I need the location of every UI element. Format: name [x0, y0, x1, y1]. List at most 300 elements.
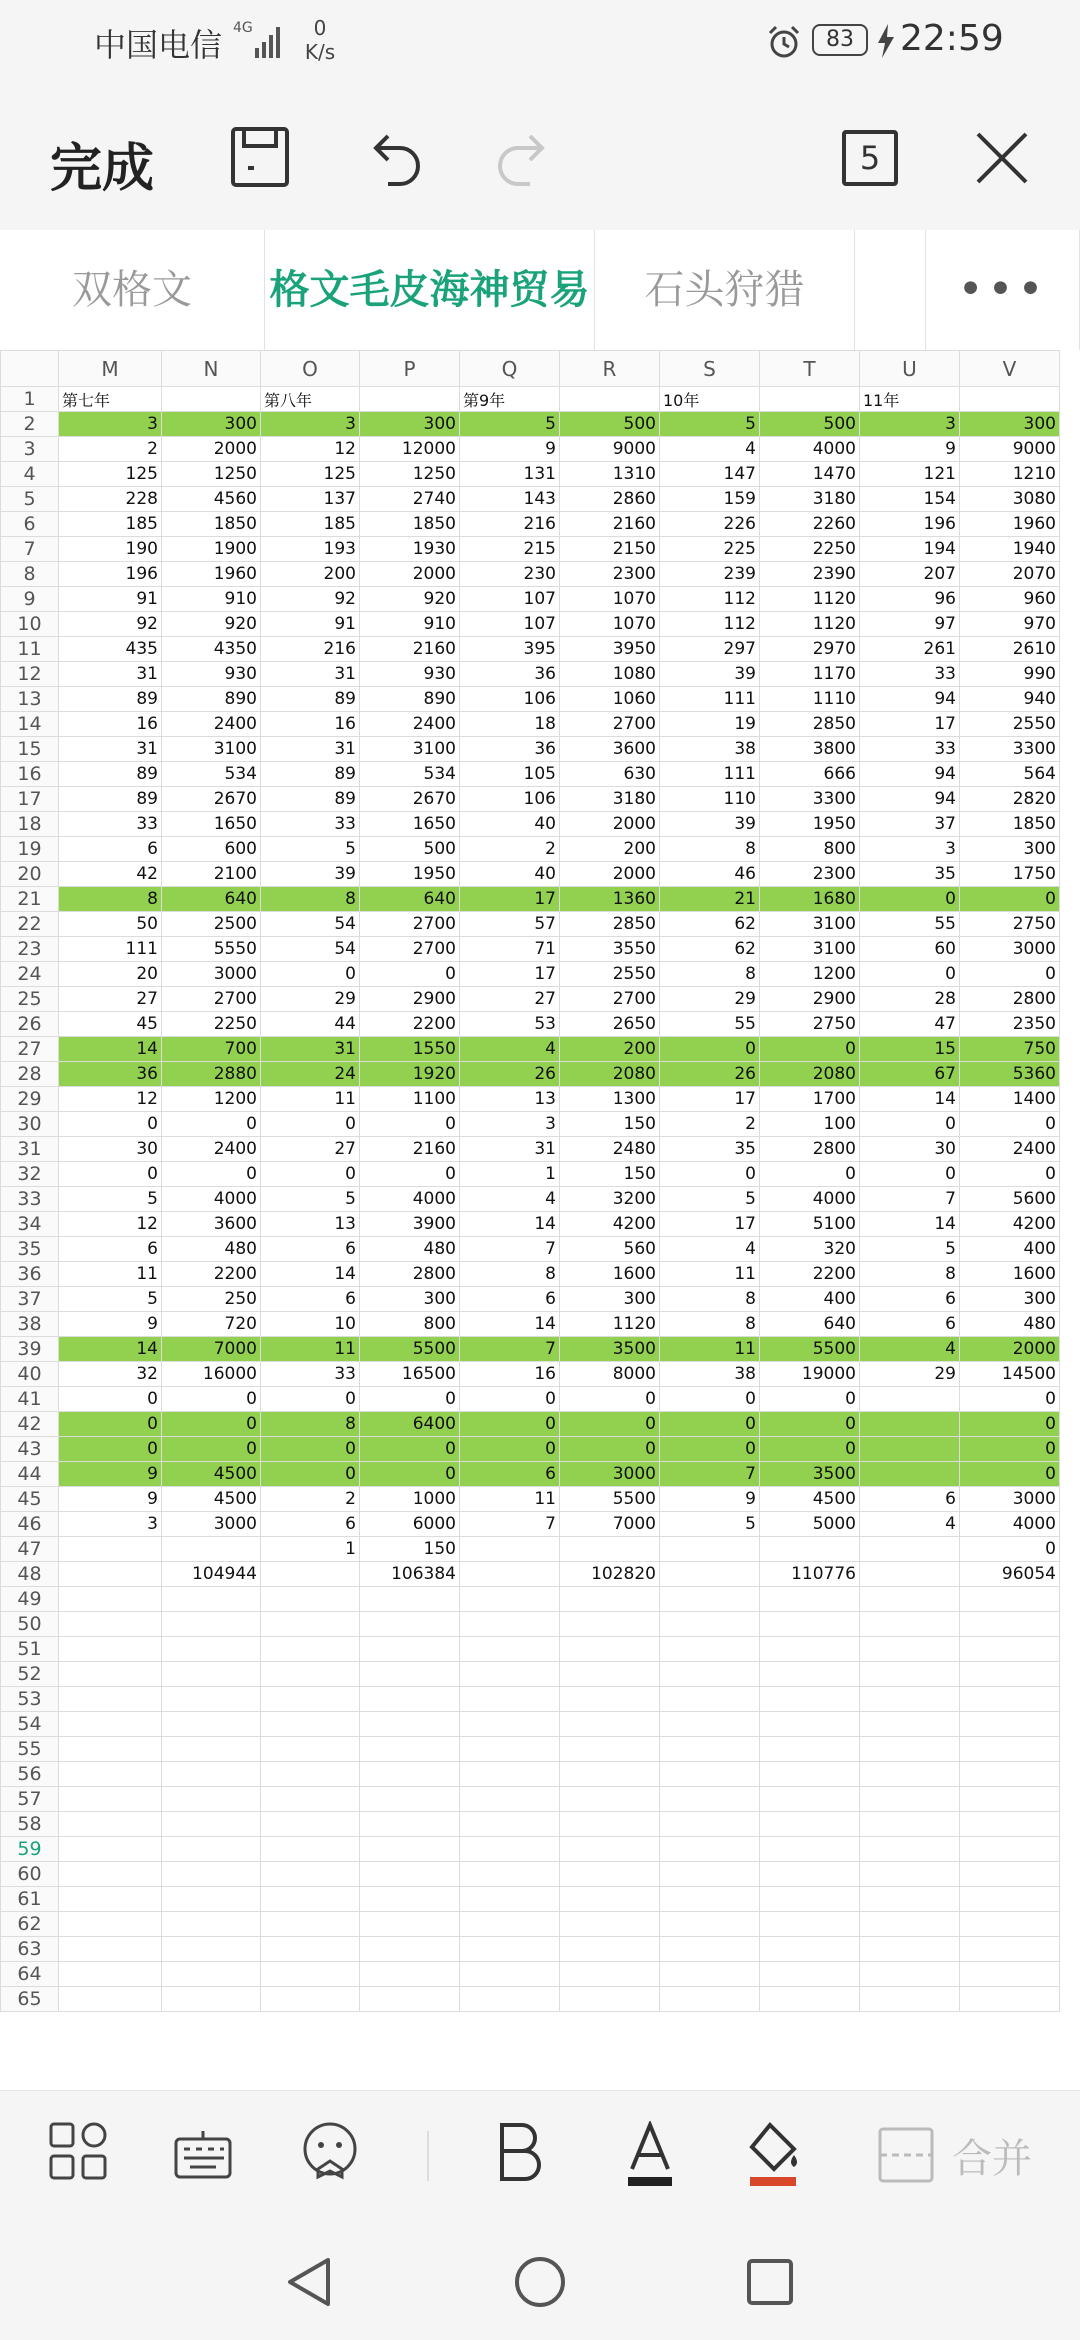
cell[interactable]: 17	[460, 887, 560, 912]
row-header[interactable]: 22	[1, 912, 59, 937]
cell[interactable]	[760, 1937, 860, 1962]
cell[interactable]: 2300	[760, 862, 860, 887]
cell[interactable]: 36	[460, 737, 560, 762]
cell[interactable]	[560, 1912, 660, 1937]
cell[interactable]: 0	[660, 1412, 760, 1437]
cell[interactable]: 230	[460, 562, 560, 587]
cell[interactable]: 2200	[360, 1012, 460, 1037]
cell[interactable]: 0	[162, 1112, 261, 1137]
cell[interactable]: 2000	[560, 862, 660, 887]
row-header[interactable]: 60	[1, 1862, 59, 1887]
cell[interactable]: 0	[59, 1387, 162, 1412]
cell[interactable]	[162, 1912, 261, 1937]
cell[interactable]: 1960	[960, 512, 1060, 537]
cell[interactable]: 215	[460, 537, 560, 562]
cell[interactable]: 2000	[162, 437, 261, 462]
cell[interactable]: 640	[360, 887, 460, 912]
cell[interactable]: 57	[460, 912, 560, 937]
cell[interactable]: 2300	[560, 562, 660, 587]
cell[interactable]: 250	[162, 1287, 261, 1312]
cell[interactable]	[560, 1612, 660, 1637]
cell[interactable]	[860, 1737, 960, 1762]
cell[interactable]	[760, 1812, 860, 1837]
cell[interactable]: 2400	[960, 1137, 1060, 1162]
cell[interactable]: 2700	[162, 987, 261, 1012]
cell[interactable]: 143	[460, 487, 560, 512]
cell[interactable]: 0	[59, 1112, 162, 1137]
cell[interactable]: 100	[760, 1112, 860, 1137]
cell[interactable]: 4	[460, 1037, 560, 1062]
cell[interactable]: 2390	[760, 562, 860, 587]
cell[interactable]	[660, 1562, 760, 1587]
cell[interactable]: 196	[860, 512, 960, 537]
row-header[interactable]: 39	[1, 1337, 59, 1362]
cell[interactable]: 0	[960, 1437, 1060, 1462]
cell[interactable]: 110	[660, 787, 760, 812]
bold-icon[interactable]	[496, 2121, 546, 2185]
cell[interactable]	[660, 1987, 760, 2012]
cell[interactable]: 5500	[560, 1487, 660, 1512]
cell[interactable]: 2080	[760, 1062, 860, 1087]
cell[interactable]	[360, 1637, 460, 1662]
cell[interactable]: 53	[460, 1012, 560, 1037]
cell[interactable]: 0	[860, 1162, 960, 1187]
cell[interactable]: 890	[162, 687, 261, 712]
cell[interactable]	[59, 1637, 162, 1662]
cell[interactable]	[860, 1387, 960, 1412]
cell[interactable]: 3080	[960, 487, 1060, 512]
cell[interactable]: 39	[261, 862, 360, 887]
row-header[interactable]: 57	[1, 1787, 59, 1812]
cell[interactable]	[860, 1787, 960, 1812]
row-header[interactable]: 23	[1, 937, 59, 962]
cell[interactable]	[460, 1737, 560, 1762]
cell[interactable]	[360, 1937, 460, 1962]
cell[interactable]	[360, 1687, 460, 1712]
cell[interactable]: 0	[360, 962, 460, 987]
cell[interactable]	[960, 1987, 1060, 2012]
cell[interactable]: 94	[860, 762, 960, 787]
cell[interactable]: 150	[560, 1112, 660, 1137]
cell[interactable]: 2900	[360, 987, 460, 1012]
row-header[interactable]: 32	[1, 1162, 59, 1187]
cell[interactable]	[460, 1787, 560, 1812]
row-header[interactable]: 19	[1, 837, 59, 862]
cell[interactable]: 11	[59, 1262, 162, 1287]
cell[interactable]: 2800	[760, 1137, 860, 1162]
cell[interactable]: 193	[261, 537, 360, 562]
font-color-icon[interactable]	[626, 2121, 674, 2187]
cell[interactable]	[960, 1662, 1060, 1687]
cell[interactable]: 2	[59, 437, 162, 462]
cell[interactable]: 1750	[960, 862, 1060, 887]
cell[interactable]	[560, 1837, 660, 1862]
cell[interactable]: 6	[59, 837, 162, 862]
cell[interactable]: 0	[59, 1437, 162, 1462]
cell[interactable]	[760, 1712, 860, 1737]
cell[interactable]: 564	[960, 762, 1060, 787]
cell[interactable]: 2200	[760, 1262, 860, 1287]
cell[interactable]: 1600	[560, 1262, 660, 1287]
cell[interactable]: 125	[261, 462, 360, 487]
cell[interactable]	[860, 1462, 960, 1487]
cell[interactable]: 112	[660, 587, 760, 612]
cell[interactable]	[162, 1887, 261, 1912]
cell[interactable]	[960, 1712, 1060, 1737]
cell[interactable]: 0	[660, 1387, 760, 1412]
cell[interactable]	[960, 1812, 1060, 1837]
cell[interactable]: 12	[59, 1212, 162, 1237]
cell[interactable]	[59, 1937, 162, 1962]
row-header[interactable]: 51	[1, 1637, 59, 1662]
cell[interactable]: 107	[460, 587, 560, 612]
cell[interactable]: 0	[960, 887, 1060, 912]
row-header[interactable]: 45	[1, 1487, 59, 1512]
cell[interactable]: 1210	[960, 462, 1060, 487]
cell[interactable]: 96	[860, 587, 960, 612]
cell[interactable]: 5	[59, 1187, 162, 1212]
cell[interactable]: 630	[560, 762, 660, 787]
cell[interactable]	[59, 1712, 162, 1737]
cell[interactable]: 107	[460, 612, 560, 637]
cell[interactable]	[460, 1562, 560, 1587]
cell[interactable]: 1850	[960, 812, 1060, 837]
cell[interactable]: 第八年	[261, 387, 360, 412]
cell[interactable]	[560, 1937, 660, 1962]
cell[interactable]: 750	[960, 1037, 1060, 1062]
cell[interactable]: 500	[760, 412, 860, 437]
cell[interactable]: 2550	[560, 962, 660, 987]
column-header[interactable]: O	[261, 351, 360, 387]
cell[interactable]: 5550	[162, 937, 261, 962]
cell[interactable]: 3	[860, 837, 960, 862]
cell[interactable]	[960, 1887, 1060, 1912]
row-header[interactable]: 50	[1, 1612, 59, 1637]
cell[interactable]: 6	[460, 1462, 560, 1487]
cell[interactable]: 3000	[960, 1487, 1060, 1512]
cell[interactable]	[960, 1912, 1060, 1937]
cell[interactable]	[460, 1937, 560, 1962]
cell[interactable]	[460, 1987, 560, 2012]
cell[interactable]: 0	[360, 1112, 460, 1137]
cell[interactable]	[261, 1962, 360, 1987]
cell[interactable]: 1360	[560, 887, 660, 912]
cell[interactable]	[760, 1637, 860, 1662]
cell[interactable]: 159	[660, 487, 760, 512]
cell[interactable]: 35	[660, 1137, 760, 1162]
cell[interactable]	[162, 387, 261, 412]
cell[interactable]: 6	[261, 1287, 360, 1312]
cell[interactable]	[860, 1912, 960, 1937]
cell[interactable]: 1	[460, 1162, 560, 1187]
cell[interactable]: 7000	[162, 1337, 261, 1362]
cell[interactable]: 2350	[960, 1012, 1060, 1037]
cell[interactable]: 3100	[760, 912, 860, 937]
cell[interactable]: 1060	[560, 687, 660, 712]
cell[interactable]: 2700	[360, 937, 460, 962]
row-header[interactable]: 33	[1, 1187, 59, 1212]
cell[interactable]	[460, 1912, 560, 1937]
cell[interactable]: 261	[860, 637, 960, 662]
cell[interactable]: 第七年	[59, 387, 162, 412]
cell[interactable]	[560, 1587, 660, 1612]
cell[interactable]: 30	[59, 1137, 162, 1162]
column-header[interactable]: P	[360, 351, 460, 387]
cell[interactable]	[560, 1537, 660, 1562]
cell[interactable]: 17	[660, 1212, 760, 1237]
cell[interactable]: 97	[860, 612, 960, 637]
cell[interactable]: 2080	[560, 1062, 660, 1087]
cell[interactable]	[59, 1537, 162, 1562]
cell[interactable]	[360, 1787, 460, 1812]
cell[interactable]: 940	[960, 687, 1060, 712]
cell[interactable]	[760, 1587, 860, 1612]
cell[interactable]: 1550	[360, 1037, 460, 1062]
cell[interactable]	[560, 1712, 660, 1737]
merge-button[interactable]	[952, 2127, 1032, 2184]
more-tabs-button[interactable]: •••	[925, 230, 1080, 350]
cell[interactable]: 1400	[960, 1087, 1060, 1112]
cell[interactable]: 1850	[360, 512, 460, 537]
cell[interactable]	[59, 1862, 162, 1887]
cell[interactable]: 0	[59, 1412, 162, 1437]
cell[interactable]: 33	[860, 662, 960, 687]
cell[interactable]: 2850	[560, 912, 660, 937]
cell[interactable]: 5000	[760, 1512, 860, 1537]
cell[interactable]: 5	[660, 412, 760, 437]
cell[interactable]: 0	[960, 1412, 1060, 1437]
cell[interactable]: 300	[360, 1287, 460, 1312]
cell[interactable]	[560, 1737, 660, 1762]
cell[interactable]: 400	[960, 1237, 1060, 1262]
cell[interactable]: 50	[59, 912, 162, 937]
cell[interactable]: 31	[261, 737, 360, 762]
cell[interactable]: 1120	[560, 1312, 660, 1337]
cell[interactable]	[860, 1812, 960, 1837]
column-header[interactable]: U	[860, 351, 960, 387]
row-header[interactable]: 58	[1, 1812, 59, 1837]
cell[interactable]: 5	[460, 412, 560, 437]
cell[interactable]: 33	[860, 737, 960, 762]
cell[interactable]: 1100	[360, 1087, 460, 1112]
cell[interactable]	[261, 1637, 360, 1662]
cell[interactable]	[360, 1887, 460, 1912]
cell[interactable]	[261, 1812, 360, 1837]
cell[interactable]: 94	[860, 787, 960, 812]
cell[interactable]: 12000	[360, 437, 460, 462]
redo-icon[interactable]	[494, 128, 554, 188]
tab-sheet-1[interactable]: 双格文	[0, 230, 265, 350]
cell[interactable]: 13	[261, 1212, 360, 1237]
cell[interactable]	[460, 1612, 560, 1637]
cell[interactable]: 0	[560, 1412, 660, 1437]
cell[interactable]: 89	[59, 687, 162, 712]
cell[interactable]	[860, 1662, 960, 1687]
cell[interactable]	[460, 1712, 560, 1737]
cell[interactable]: 4500	[760, 1487, 860, 1512]
cell[interactable]: 27	[59, 987, 162, 1012]
row-header[interactable]: 9	[1, 587, 59, 612]
cell[interactable]: 2670	[360, 787, 460, 812]
cell[interactable]: 16500	[360, 1362, 460, 1387]
cell[interactable]	[59, 1987, 162, 2012]
cell[interactable]	[560, 387, 660, 412]
cell[interactable]: 89	[59, 762, 162, 787]
cell[interactable]: 0	[760, 1437, 860, 1462]
cell[interactable]	[860, 1962, 960, 1987]
cell[interactable]	[760, 1762, 860, 1787]
cell[interactable]: 7000	[560, 1512, 660, 1537]
cell[interactable]: 300	[960, 1287, 1060, 1312]
cell[interactable]: 297	[660, 637, 760, 662]
row-header[interactable]: 10	[1, 612, 59, 637]
row-header[interactable]: 21	[1, 887, 59, 912]
cell[interactable]: 2900	[760, 987, 860, 1012]
cell[interactable]: 2000	[360, 562, 460, 587]
cell[interactable]: 534	[360, 762, 460, 787]
cell[interactable]	[162, 1737, 261, 1762]
tab-sheet-2[interactable]: 格文毛皮海神贸易	[265, 230, 595, 350]
cell[interactable]: 111	[59, 937, 162, 962]
cell[interactable]: 300	[960, 837, 1060, 862]
apps-icon[interactable]	[48, 2121, 108, 2181]
cell[interactable]: 3550	[560, 937, 660, 962]
row-header[interactable]: 6	[1, 512, 59, 537]
cell[interactable]: 14	[860, 1212, 960, 1237]
cell[interactable]	[460, 1762, 560, 1787]
cell[interactable]: 3100	[360, 737, 460, 762]
cell[interactable]: 2400	[162, 712, 261, 737]
cell[interactable]	[960, 1762, 1060, 1787]
row-header[interactable]: 28	[1, 1062, 59, 1087]
cell[interactable]	[59, 1687, 162, 1712]
cell[interactable]: 2000	[560, 812, 660, 837]
row-header[interactable]: 25	[1, 987, 59, 1012]
cell[interactable]	[760, 387, 860, 412]
cell[interactable]	[59, 1562, 162, 1587]
cell[interactable]: 5	[261, 1187, 360, 1212]
row-header[interactable]: 13	[1, 687, 59, 712]
column-header[interactable]: R	[560, 351, 660, 387]
cell[interactable]: 33	[261, 1362, 360, 1387]
cell[interactable]	[560, 1762, 660, 1787]
cell[interactable]: 31	[261, 662, 360, 687]
cell[interactable]: 89	[59, 787, 162, 812]
cell[interactable]: 216	[261, 637, 360, 662]
cell[interactable]	[261, 1912, 360, 1937]
cell[interactable]	[261, 1862, 360, 1887]
row-header[interactable]: 17	[1, 787, 59, 812]
cell[interactable]	[261, 1712, 360, 1737]
cell[interactable]	[460, 1637, 560, 1662]
cell[interactable]	[261, 1837, 360, 1862]
cell[interactable]: 0	[162, 1162, 261, 1187]
cell[interactable]: 1120	[760, 587, 860, 612]
cell[interactable]: 0	[460, 1412, 560, 1437]
cell[interactable]: 0	[59, 1162, 162, 1187]
row-header[interactable]: 12	[1, 662, 59, 687]
cell[interactable]: 3	[59, 412, 162, 437]
cell[interactable]	[760, 1612, 860, 1637]
cell[interactable]	[660, 1812, 760, 1837]
cell[interactable]: 29	[660, 987, 760, 1012]
cell[interactable]: 216	[460, 512, 560, 537]
cell[interactable]	[860, 1712, 960, 1737]
cell[interactable]: 1700	[760, 1087, 860, 1112]
cell[interactable]	[860, 1837, 960, 1862]
cell[interactable]	[760, 1912, 860, 1937]
cell[interactable]	[162, 1862, 261, 1887]
cell[interactable]: 6	[860, 1312, 960, 1337]
cell[interactable]	[162, 1587, 261, 1612]
cell[interactable]: 640	[760, 1312, 860, 1337]
cell[interactable]: 0	[261, 1162, 360, 1187]
row-header[interactable]: 18	[1, 812, 59, 837]
cell[interactable]	[261, 1937, 360, 1962]
cell[interactable]	[860, 1762, 960, 1787]
cell[interactable]: 5100	[760, 1212, 860, 1237]
cell[interactable]: 14	[460, 1312, 560, 1337]
cell[interactable]	[460, 1862, 560, 1887]
cell[interactable]	[760, 1787, 860, 1812]
cell[interactable]: 7	[460, 1512, 560, 1537]
cell[interactable]: 92	[59, 612, 162, 637]
cell[interactable]: 2970	[760, 637, 860, 662]
cell[interactable]: 2260	[760, 512, 860, 537]
cell[interactable]: 0	[960, 1537, 1060, 1562]
sheets-icon[interactable]	[842, 130, 898, 186]
cell[interactable]: 14	[860, 1087, 960, 1112]
undo-icon[interactable]	[364, 128, 424, 188]
cell[interactable]: 89	[261, 762, 360, 787]
cell[interactable]: 1300	[560, 1087, 660, 1112]
cell[interactable]: 2100	[162, 862, 261, 887]
cell[interactable]: 4000	[360, 1187, 460, 1212]
cell[interactable]: 11	[261, 1337, 360, 1362]
cell[interactable]: 8	[59, 887, 162, 912]
cell[interactable]: 111	[660, 762, 760, 787]
cell[interactable]	[360, 1987, 460, 2012]
cell[interactable]: 31	[261, 1037, 360, 1062]
cell[interactable]	[59, 1587, 162, 1612]
cell[interactable]: 0	[162, 1437, 261, 1462]
cell[interactable]: 3950	[560, 637, 660, 662]
cell[interactable]: 1850	[162, 512, 261, 537]
cell[interactable]: 5	[860, 1237, 960, 1262]
cell[interactable]: 3	[860, 412, 960, 437]
cell[interactable]: 9	[860, 437, 960, 462]
cell[interactable]	[960, 1962, 1060, 1987]
cell[interactable]	[460, 1812, 560, 1837]
cell[interactable]: 39	[660, 812, 760, 837]
cell[interactable]: 500	[360, 837, 460, 862]
cell[interactable]: 6	[460, 1287, 560, 1312]
cell[interactable]: 4200	[960, 1212, 1060, 1237]
cell[interactable]: 226	[660, 512, 760, 537]
cell[interactable]: 12	[59, 1087, 162, 1112]
cell[interactable]	[360, 1612, 460, 1637]
cell[interactable]: 435	[59, 637, 162, 662]
cell[interactable]: 54	[261, 937, 360, 962]
cell[interactable]: 102820	[560, 1562, 660, 1587]
row-header[interactable]: 47	[1, 1537, 59, 1562]
cell[interactable]	[960, 1837, 1060, 1862]
cell[interactable]: 2650	[560, 1012, 660, 1037]
home-icon[interactable]	[514, 2256, 566, 2308]
cell[interactable]	[560, 1887, 660, 1912]
cell[interactable]	[660, 1737, 760, 1762]
row-header[interactable]: 30	[1, 1112, 59, 1137]
